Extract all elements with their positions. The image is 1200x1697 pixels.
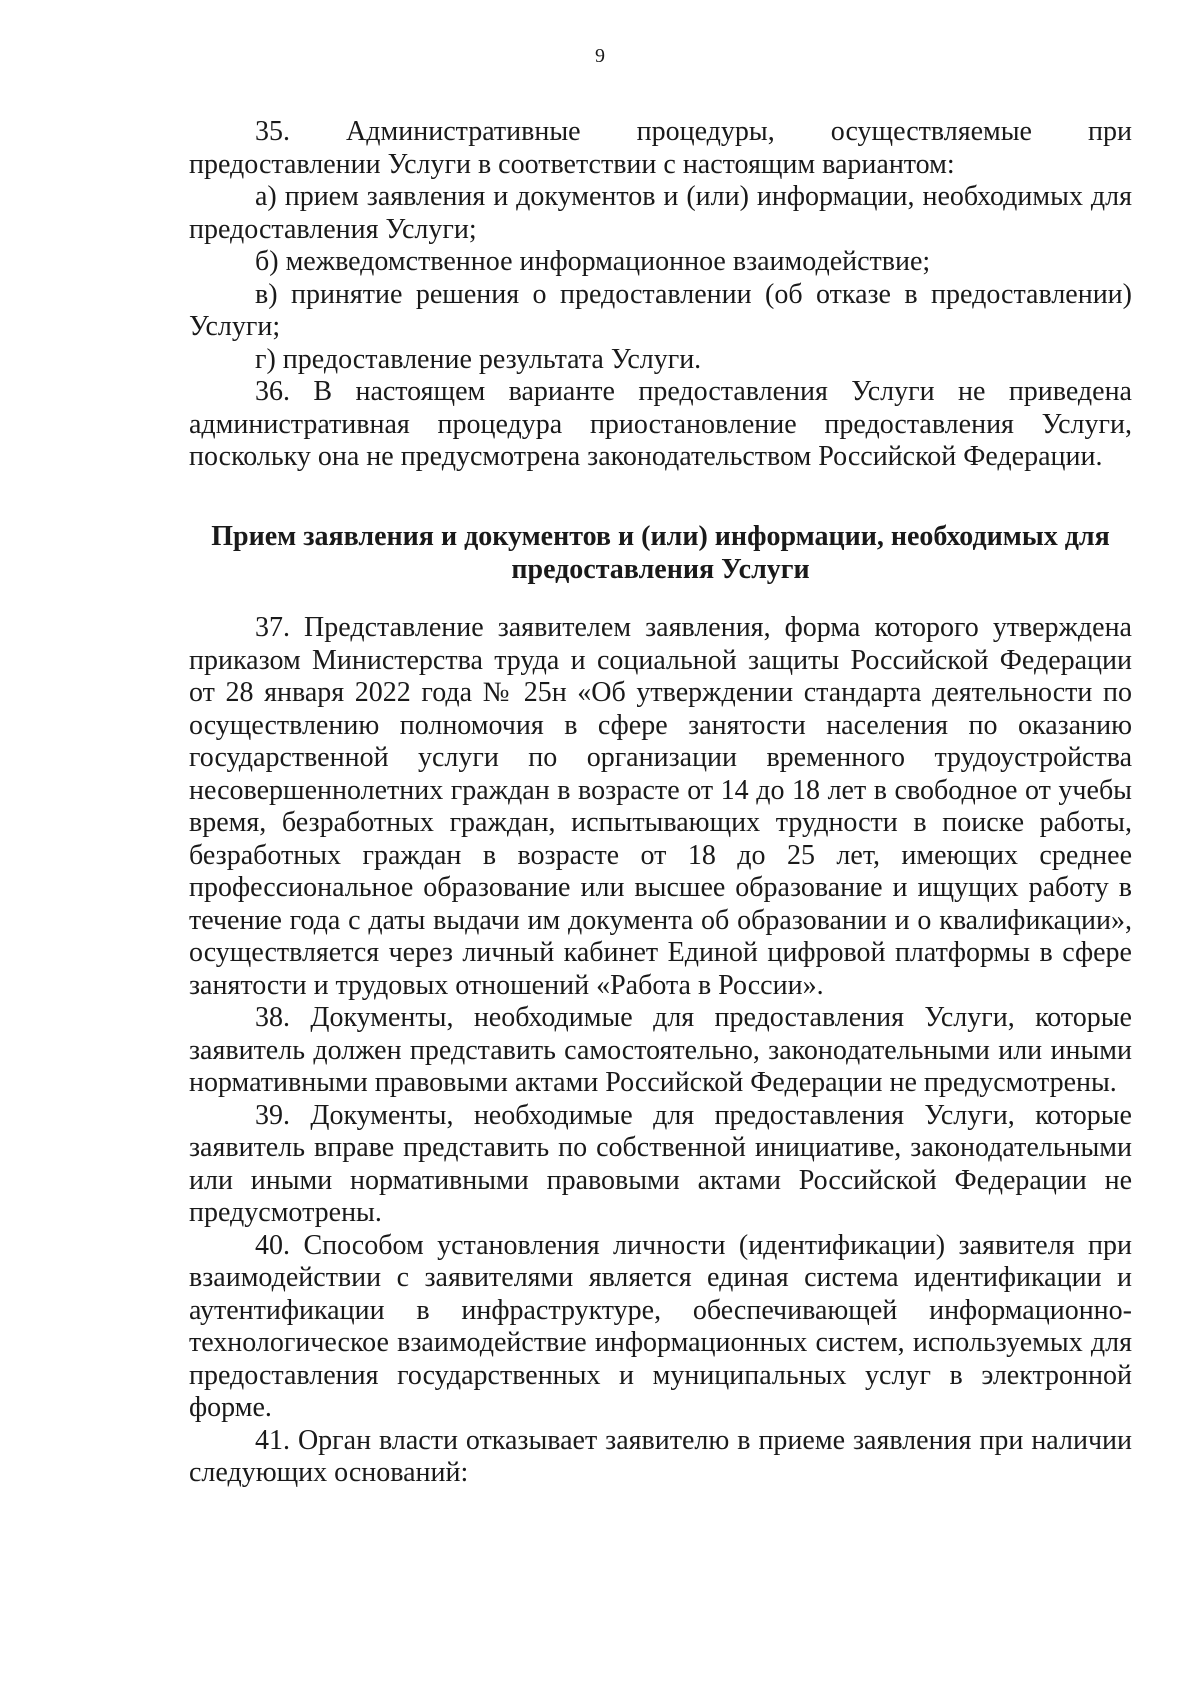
application-section [189, 612, 1132, 1490]
paragraph-41: 41. Орган власти отказывает заявителю в приеме заявления при наличии следующих оснований: [189, 1424, 1132, 1488]
paragraph-36: 36. В настоящем варианте предоставления Услуги не приведена административная процедура приостановление предоставления Услуги, поскольку она не предусмотрена законодательством Российской Федерации. [189, 376, 1132, 472]
list-item-b: б) межведомственное информационное взаимодействие; [255, 246, 931, 277]
list-item-a: а) прием заявления и документов и (или) информации, необходимых для предоставления Услуги; [189, 181, 1132, 245]
paragraph-40: 40. Способом установления личности (идентификации) заявителя при взаимодействии с заявителями является единая система идентификации и аутентификации в инфраструктуре, обеспечивающей информационно-технологическое взаимодействие информационных систем, используемых для предоставления государственных и муниципальных услуг в электронной форме. [189, 1229, 1132, 1423]
section-heading: Прием заявления и документов и (или) информации, необходимых для предоставления Услуги [211, 521, 1110, 585]
list-item-g: г) предоставление результата Услуги. [255, 343, 702, 375]
paragraph-38: 38. Документы, необходимые для предоставления Услуги, которые заявитель должен представить самостоятельно, законодательными или иными нормативными правовыми актами Российской Федерации не предусмотрены. [189, 1002, 1132, 1098]
page-number: 9 [595, 45, 605, 67]
paragraph-37: 37. Представление заявителем заявления, форма которого утверждена приказом Министерства труда и социальной защиты Российской Федерации от 28 января 2022 года № 25н «Об утверждении стандарта деятельности по осуществлению полномочия в сфере занятости населения по оказанию государственной услуги по организации временного трудоустройства несовершеннолетних граждан в возрасте от 14 до 18 лет в свободное от учебы время, безработных граждан, испытывающих трудности в поиске работы, безработных граждан в возрасте от 18 до 25 лет, имеющих среднее профессиональное образование или высшее образование и ищущих работу в течение года с даты выдачи им документа об образовании и о квалификации», осуществляется через личный кабинет Единой цифровой платформы в сфере занятости и трудовых отношений «Работа в России». [189, 612, 1132, 1001]
paragraph-35: 35. Административные процедуры, осуществляемые при предоставлении Услуги в соответствии с настоящим вариантом: [189, 116, 1132, 180]
list-item-v: в) принятие решения о предоставлении (об отказе в предоставлении) Услуги; [189, 278, 1132, 342]
procedures-section [189, 116, 1132, 474]
paragraph-39: 39. Документы, необходимые для предоставления Услуги, которые заявитель вправе представить по собственной инициативе, законодательными или иными нормативными правовыми актами Российской Федерации не предусмотрены. [189, 1099, 1132, 1228]
